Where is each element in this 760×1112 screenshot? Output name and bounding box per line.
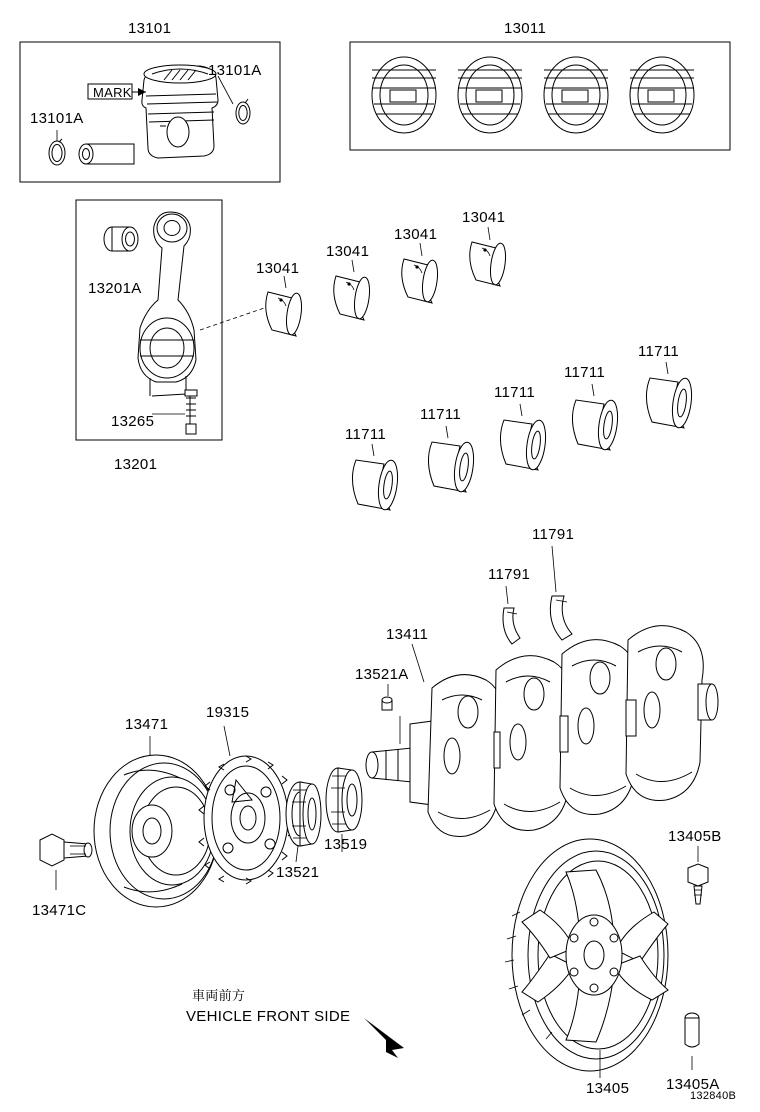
drive-plate-bolt [688, 864, 708, 904]
thrust-washer-1 [503, 608, 520, 644]
part-label-11791-1: 11791 [532, 526, 575, 543]
rod-bearing-3 [402, 259, 440, 303]
part-label-13041-1: 13041 [256, 260, 300, 277]
part-label-13521: 13521 [276, 864, 320, 881]
part-label-13041-4: 13041 [462, 209, 506, 226]
front-note-en: VEHICLE FRONT SIDE [186, 1008, 351, 1025]
part-label-13405: 13405 [586, 1080, 630, 1097]
part-label-13041-2: 13041 [326, 243, 370, 260]
part-label-13041-3: 13041 [394, 226, 438, 243]
part-label-13521A: 13521A [355, 666, 409, 683]
rod-bolt [185, 390, 197, 434]
part-label-19315: 19315 [206, 704, 250, 721]
connecting-rod [138, 212, 196, 396]
pulley-bolt [40, 834, 92, 866]
part-label-13471: 13471 [125, 716, 169, 733]
part-label-13101: 13101 [128, 20, 172, 37]
crankshaft-timing-gear [326, 768, 362, 832]
rod-bearing-4 [470, 242, 508, 286]
part-label-13201: 13201 [114, 456, 158, 473]
part-label-13011: 13011 [504, 20, 547, 37]
mark-label: MARK [93, 85, 132, 100]
crankshaft [366, 626, 718, 837]
rod-bearing-2 [334, 276, 372, 320]
drive-plate [505, 839, 668, 1071]
snap-ring-right [236, 99, 250, 124]
part-label-13519: 13519 [324, 836, 368, 853]
piston-pin [79, 144, 134, 164]
part-label-11711-1: 11711 [345, 426, 386, 443]
drive-plate-pin [685, 1013, 699, 1047]
part-label-13265: 13265 [111, 413, 155, 430]
part-label-13471C: 13471C [32, 902, 87, 919]
piston-ring-set [372, 57, 694, 133]
part-label-13101A-left: 13101A [30, 110, 84, 127]
part-label-13405A: 13405A [666, 1076, 720, 1093]
part-label-11711-4: 11711 [564, 364, 605, 381]
part-label-13101A-right: 13101A [208, 62, 262, 79]
part-label-11711-5: 11711 [638, 343, 679, 360]
thrust-washer-2 [550, 596, 572, 640]
main-bearing-5 [646, 377, 694, 429]
main-bearing-2 [428, 441, 476, 493]
part-label-11711-3: 11711 [494, 384, 535, 401]
oil-pump-drive-gear [286, 782, 321, 846]
rod-bushing [104, 227, 138, 251]
part-label-13201A: 13201A [88, 280, 142, 297]
snap-ring-left [49, 139, 65, 165]
part-label-11791-2: 11791 [488, 566, 531, 583]
part-label-13411: 13411 [386, 626, 429, 643]
main-bearing-3 [500, 419, 548, 471]
rod-bearing-1 [266, 292, 304, 336]
diagram-code: 132840B [690, 1090, 737, 1102]
front-note-jp: 車両前方 [192, 989, 246, 1004]
crankshaft-pulley [94, 755, 218, 907]
part-label-11711-2: 11711 [420, 406, 461, 423]
front-direction-arrow [364, 1018, 404, 1058]
part-label-13405B: 13405B [668, 828, 722, 845]
main-bearing-4 [572, 399, 620, 451]
main-bearing-1 [352, 459, 400, 511]
